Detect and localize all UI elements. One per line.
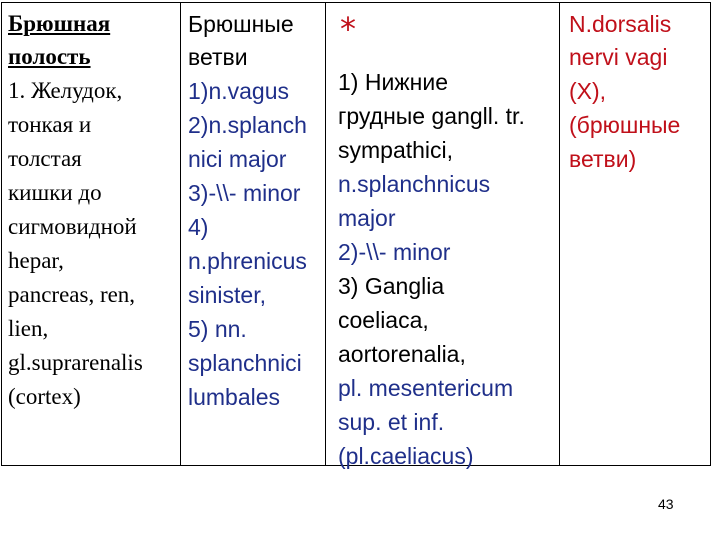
column1-line: lien, xyxy=(8,316,49,341)
asterisk-icon: * xyxy=(340,10,356,48)
column2-line: 2)n.splanch xyxy=(188,112,307,138)
column-vagus-dorsal xyxy=(559,3,710,465)
column2-line: sinister, xyxy=(188,282,266,308)
column3-line: sympathici, xyxy=(338,137,454,163)
column2-line: nici major xyxy=(188,146,287,172)
column1-line: тонкая и xyxy=(8,112,92,137)
column4-line: (брюшные xyxy=(569,112,681,138)
column-abdominal-branches xyxy=(180,3,325,465)
content-table xyxy=(1,2,711,469)
column4-line: (X), xyxy=(569,78,607,104)
column3-line: major xyxy=(338,205,396,231)
column3-line: грудные gangll. tr. xyxy=(338,103,525,129)
column3-line: 2)-\\- minor xyxy=(338,239,451,265)
column3-line: (pl.caeliacus) xyxy=(338,443,474,469)
column1-heading-line1: Брюшная xyxy=(8,11,111,36)
column3-line: aortorenalia, xyxy=(338,341,466,367)
column1-line: hepar, xyxy=(8,248,64,273)
column1-line: толстая xyxy=(8,146,82,171)
column1-line: сигмовидной xyxy=(8,214,137,239)
column2-heading-line2: ветви xyxy=(188,44,248,70)
column1-line: (cortex) xyxy=(8,384,81,409)
column-abdominal-cavity xyxy=(2,3,180,465)
column2-line: 3)-\\- minor xyxy=(188,180,301,206)
column-sympathetic xyxy=(325,3,559,469)
column4-line: ветви) xyxy=(569,146,637,172)
column2-heading-line1: Брюшные xyxy=(188,11,294,37)
column3-line: pl. mesentericum xyxy=(338,375,514,401)
column2-line: 4) xyxy=(188,214,209,240)
column4-line: N.dorsalis xyxy=(569,11,672,37)
column1-line: pancreas, ren, xyxy=(8,282,136,307)
page-number: 43 xyxy=(658,496,674,512)
column2-line: 5) nn. xyxy=(188,316,247,342)
column4-line: nervi vagi xyxy=(569,44,668,70)
column1-heading-line2: полость xyxy=(8,44,91,69)
column3-line: 1) Нижние xyxy=(338,69,449,95)
column3-line: 3) Ganglia xyxy=(338,273,445,299)
column3-line: coeliaca, xyxy=(338,307,429,333)
column2-line: 1)n.vagus xyxy=(188,78,290,104)
column2-line: n.phrenicus xyxy=(188,248,307,274)
column3-line: n.splanchnicus xyxy=(338,171,491,197)
column1-line: gl.suprarenalis xyxy=(8,350,143,375)
column2-line: lumbales xyxy=(188,384,281,410)
column1-line: кишки до xyxy=(8,180,102,205)
column1-line: 1. Желудок, xyxy=(8,78,123,103)
column2-line: splanchnici xyxy=(188,350,302,376)
column3-line: sup. et inf. xyxy=(338,409,445,435)
